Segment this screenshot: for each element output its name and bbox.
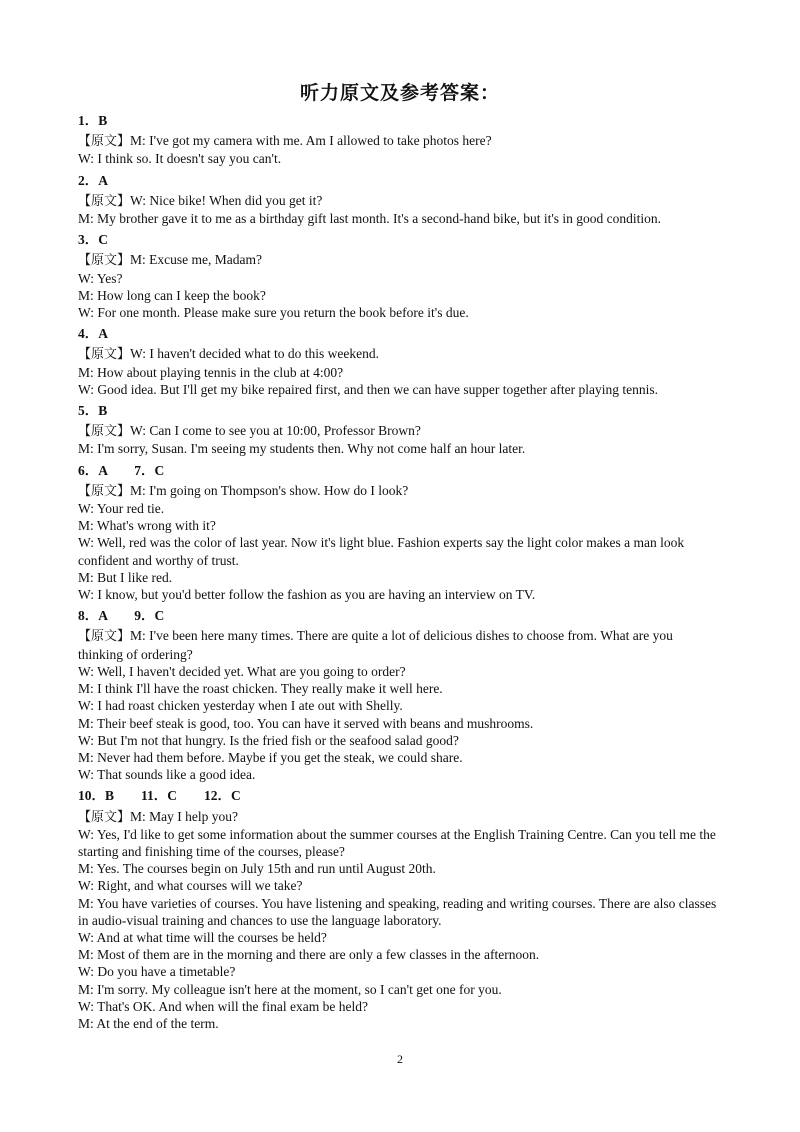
transcript-first-line (78, 422, 720, 440)
transcript-line (78, 270, 720, 287)
dialogue-text: M: How long can I keep the book? (78, 287, 266, 303)
transcript-line (78, 440, 720, 457)
page-title: 听力原文及参考答案： (299, 82, 500, 104)
dialogue-text: M: What's wrong with it? (78, 518, 216, 534)
answer-key: 5．B (78, 403, 108, 419)
dialogue-text: M: At the end of the term. (78, 1015, 219, 1031)
original-text-label: 【原文】 (78, 483, 131, 499)
dialogue-text: M: Yes. The courses begin on July 15th and run until August 20th. (78, 861, 436, 877)
answer-key: 8．A 9．C (78, 608, 165, 624)
transcript-line (78, 715, 720, 732)
dialogue-text: W: Your red tie. (78, 501, 165, 517)
transcript-first-line (78, 251, 720, 269)
transcript-line (78, 680, 720, 697)
transcript-line (78, 500, 720, 517)
dialogue-text: W: Well, red was the color of last year. Now it's light blue. Fashion experts say the light color makes a man look confident and worthy of trust. (78, 535, 685, 568)
question-block (78, 231, 720, 321)
dialogue-text: M: I've been here many times. There are quite a lot of delicious dishes to choose from. What are you thinking of ordering? (78, 628, 673, 662)
dialogue-text: W: For one month. Please make sure you return the book before it's due. (78, 305, 469, 321)
dialogue-text: W: Right, and what courses will we take? (78, 878, 303, 894)
transcript-first-line (78, 132, 720, 150)
original-text-label: 【原文】 (78, 809, 131, 825)
transcript-line (78, 766, 720, 783)
transcript-line (78, 304, 720, 321)
dialogue-text: M: Most of them are in the morning and there are only a few classes in the afternoon. (78, 947, 540, 963)
transcript-line (78, 749, 720, 766)
dialogue-text: W: That's OK. And when will the final exam be held? (78, 998, 368, 1014)
transcript-line (78, 697, 720, 714)
dialogue-text: M: How about playing tennis in the club at 4:00? (78, 364, 344, 380)
transcript-line (78, 150, 720, 167)
dialogue-text: M: You have varieties of courses. You have listening and speaking, reading and writing courses. There are also classes in audio-visual training and chances to use the language laboratory. (78, 895, 717, 928)
transcript-line (78, 895, 720, 929)
dialogue-text: W: Yes? (78, 270, 123, 286)
transcript-line (78, 946, 720, 963)
dialogue-text: M: Never had them before. Maybe if you get the steak, we could share. (78, 749, 463, 765)
question-block (78, 462, 720, 604)
dialogue-text: W: That sounds like a good idea. (78, 767, 256, 783)
answer-key: 4．A (78, 326, 108, 342)
answer-key: 2．A (78, 172, 108, 188)
transcript-line (78, 534, 720, 568)
transcript-line (78, 210, 720, 227)
question-block (78, 787, 720, 1032)
transcript-line (78, 860, 720, 877)
transcript-content (78, 108, 720, 1034)
transcript-line (78, 381, 720, 398)
dialogue-text: M: Their beef steak is good, too. You can have it served with beans and mushrooms. (78, 715, 534, 731)
dialogue-text: W: And at what time will the courses be held? (78, 929, 327, 945)
transcript-line (78, 287, 720, 304)
answer-key: 3．C (78, 232, 108, 248)
dialogue-text: W: Yes, I'd like to get some information about the summer courses at the English Training Centre. Can you tell me the starting and finishing time of the courses, please? (78, 826, 716, 859)
transcript-first-line (78, 808, 720, 826)
answer-key: 10．B 11．C 12．C (78, 788, 241, 804)
transcript-line (78, 1015, 720, 1032)
dialogue-text: W: I haven't decided what to do this weekend. (130, 346, 379, 362)
transcript-line (78, 877, 720, 894)
dialogue-text: M: I'm sorry. My colleague isn't here at the moment, so I can't get one for you. (78, 981, 502, 997)
transcript-line (78, 929, 720, 946)
dialogue-text: M: Excuse me, Madam? (130, 252, 262, 268)
dialogue-text: W: I think so. It doesn't say you can't. (78, 151, 282, 167)
original-text-label: 【原文】 (78, 193, 131, 209)
transcript-first-line (78, 192, 720, 210)
dialogue-text: M: I'm going on Thompson's show. How do I look? (130, 482, 409, 498)
dialogue-text: M: My brother gave it to me as a birthday gift last month. It's a second-hand bike, but it's in good condition. (78, 211, 662, 227)
original-text-label: 【原文】 (78, 134, 131, 150)
transcript-first-line (78, 345, 720, 363)
transcript-line (78, 732, 720, 749)
transcript-line (78, 517, 720, 534)
dialogue-text: W: I know, but you'd better follow the fashion as you are having an interview on TV. (78, 587, 536, 603)
dialogue-text: M: I'm sorry, Susan. I'm seeing my students then. Why not come half an hour later. (78, 441, 526, 457)
question-block (78, 325, 720, 398)
transcript-line (78, 364, 720, 381)
answer-key: 1．B (78, 113, 108, 128)
transcript-first-line (78, 482, 720, 500)
transcript-first-line (78, 627, 720, 662)
transcript-line (78, 826, 720, 860)
transcript-line (78, 981, 720, 998)
dialogue-text: W: Well, I haven't decided yet. What are you going to order? (78, 663, 406, 679)
transcript-line (78, 998, 720, 1015)
original-text-label: 【原文】 (78, 347, 131, 363)
dialogue-text: W: Nice bike! When did you get it? (130, 192, 323, 208)
transcript-line (78, 663, 720, 680)
question-block (78, 112, 720, 168)
question-block (78, 402, 720, 458)
dialogue-text: W: Good idea. But I'll get my bike repaired first, and then we can have supper together after playing tennis. (78, 381, 658, 397)
original-text-label: 【原文】 (78, 629, 131, 645)
dialogue-text: M: I think I'll have the roast chicken. They really make it well here. (78, 681, 443, 697)
dialogue-text: W: Can I come to see you at 10:00, Professor Brown? (130, 423, 421, 439)
dialogue-text: M: But I like red. (78, 569, 173, 585)
original-text-label: 【原文】 (78, 253, 131, 269)
dialogue-text: W: I had roast chicken yesterday when I ate out with Shelly. (78, 698, 403, 714)
dialogue-text: W: But I'm not that hungry. Is the fried fish or the seafood salad good? (78, 732, 459, 748)
original-text-label: 【原文】 (78, 424, 131, 440)
transcript-line (78, 569, 720, 586)
page-number: 2 (397, 1052, 403, 1066)
dialogue-text: M: I've got my camera with me. Am I allowed to take photos here? (130, 133, 492, 149)
question-block (78, 607, 720, 783)
question-block (78, 172, 720, 228)
answer-key: 6．A 7．C (78, 462, 165, 478)
transcript-line (78, 963, 720, 980)
transcript-line (78, 586, 720, 603)
dialogue-text: M: May I help you? (130, 808, 238, 824)
dialogue-text: W: Do you have a timetable? (78, 964, 236, 980)
